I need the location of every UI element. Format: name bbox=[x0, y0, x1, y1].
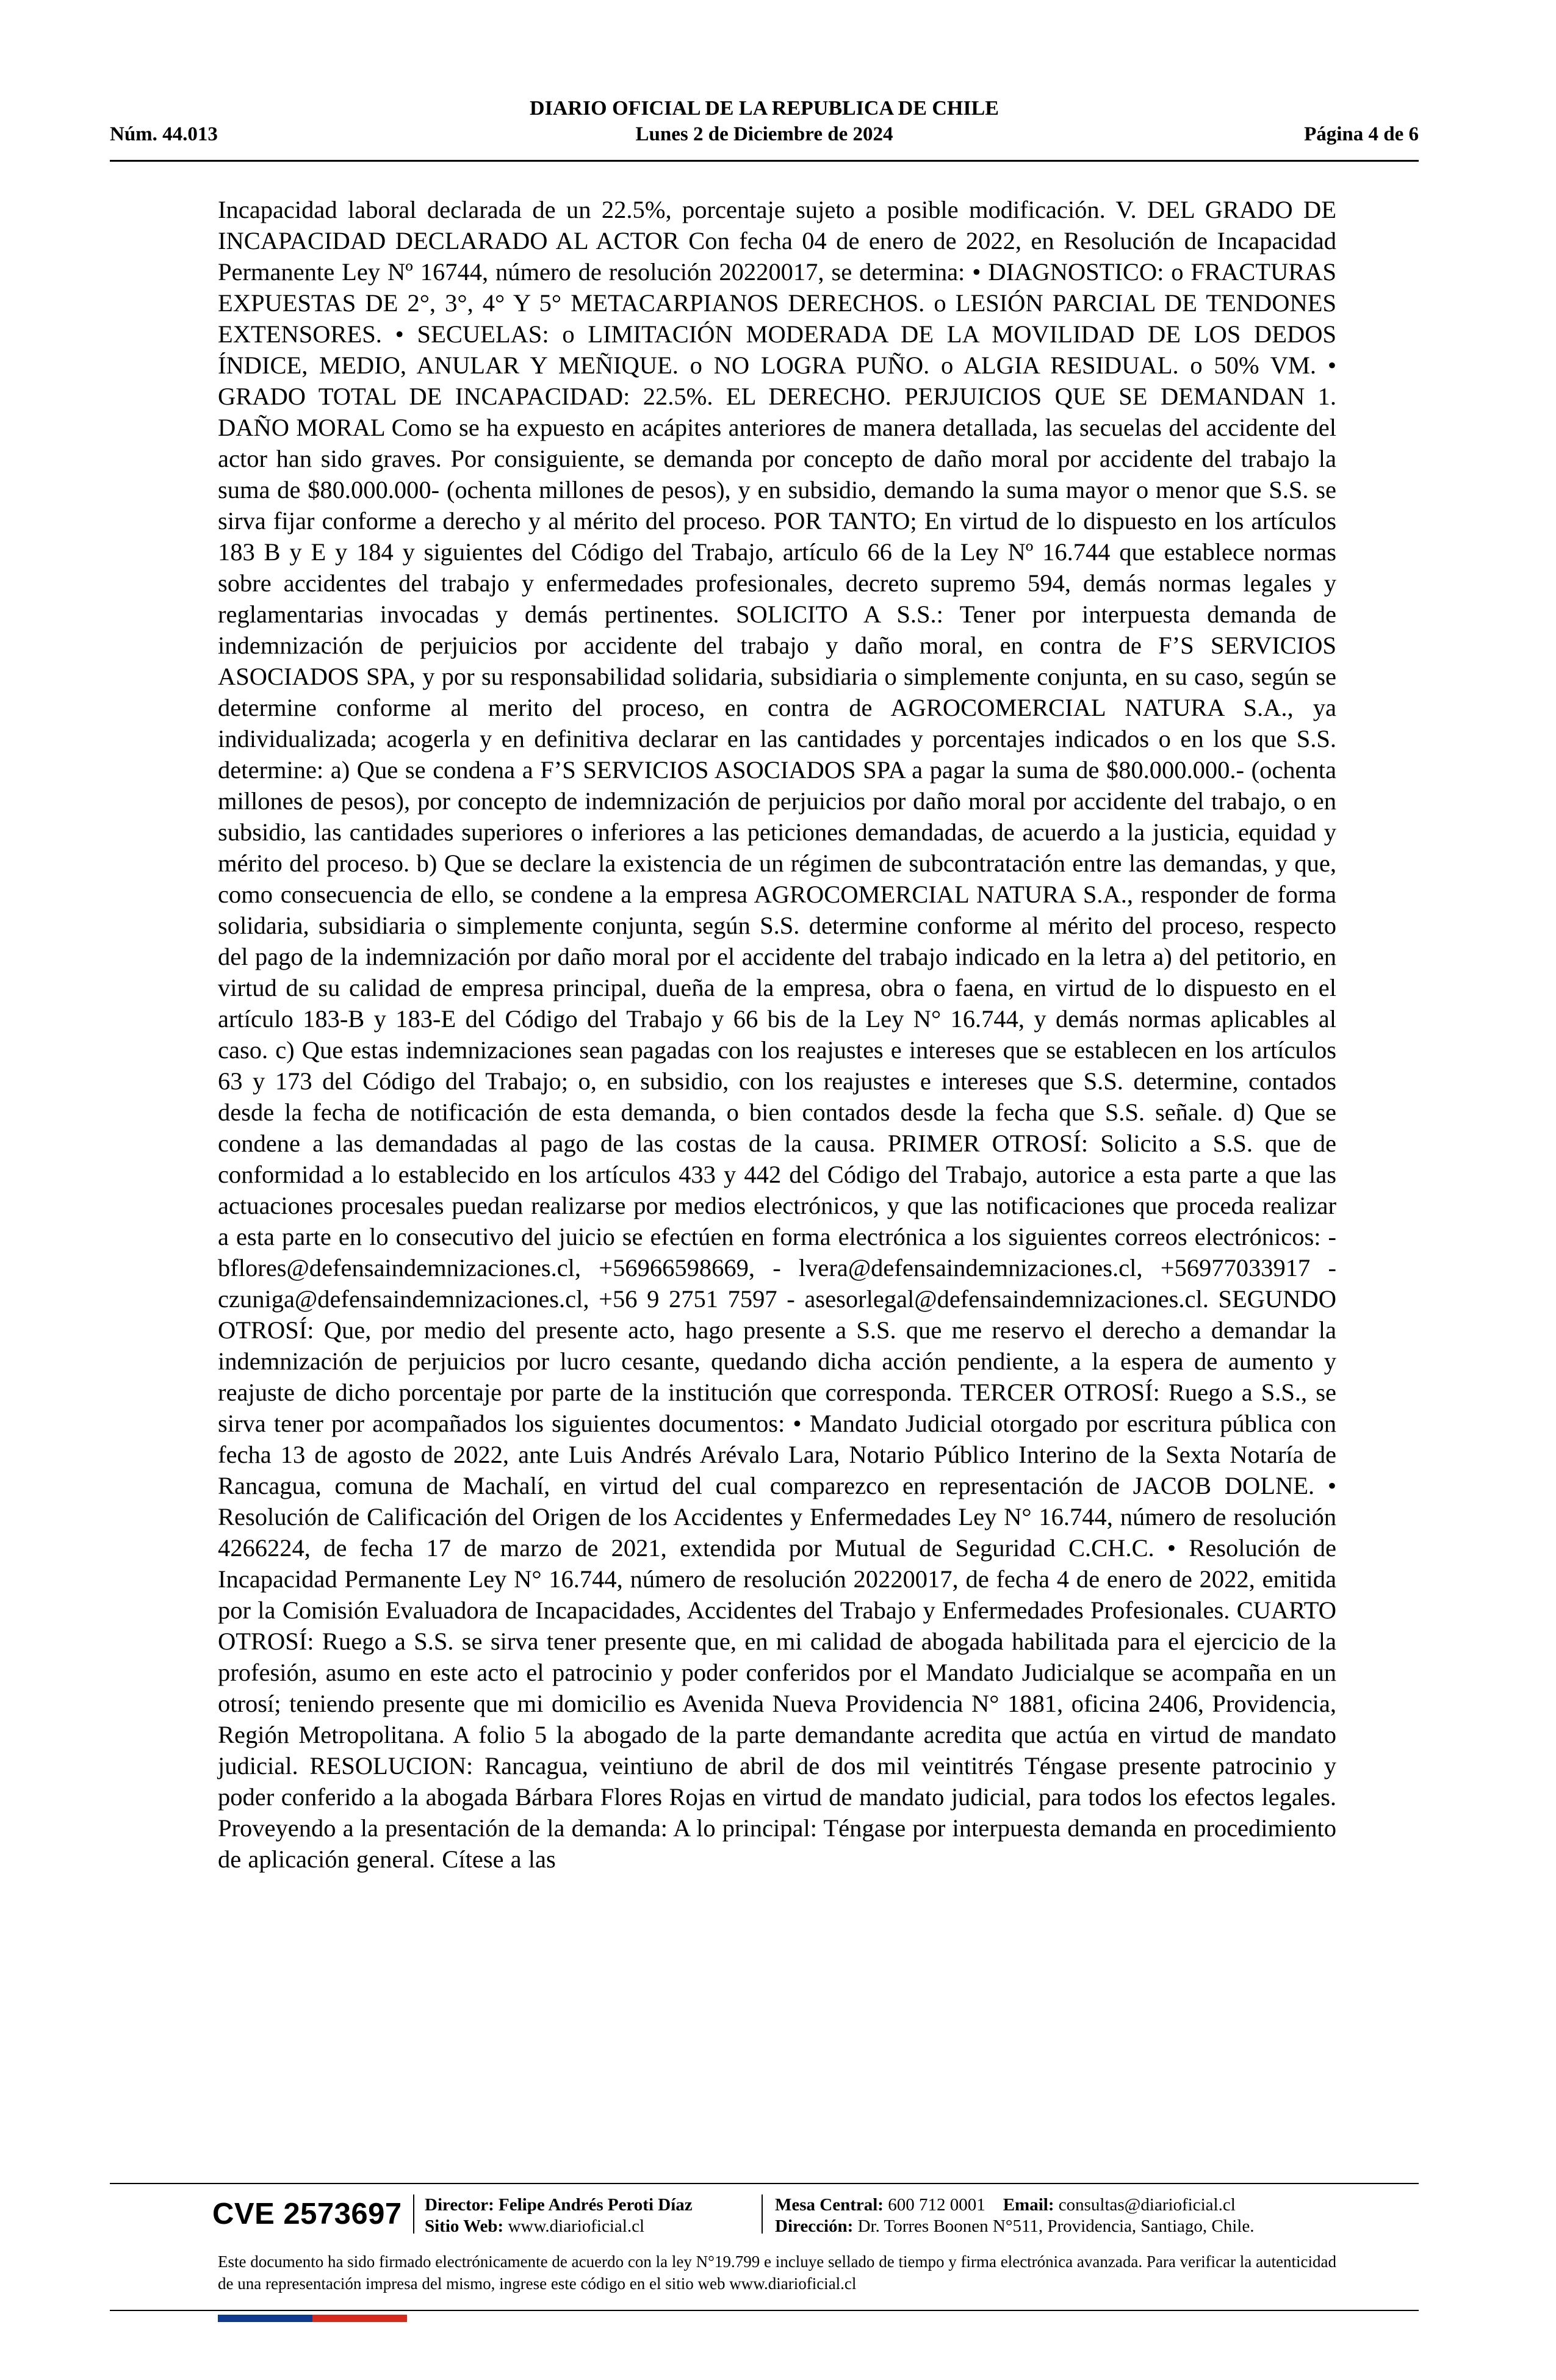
header-info-row bbox=[110, 122, 1419, 146]
director-name: Felipe Andrés Peroti Díaz bbox=[499, 2195, 693, 2215]
footer-info bbox=[110, 2191, 1419, 2243]
page-header bbox=[110, 96, 1419, 153]
flag-stripe bbox=[218, 2315, 407, 2322]
director-label: Director: bbox=[425, 2195, 494, 2215]
footer-separator bbox=[413, 2194, 414, 2234]
issue-number: Núm. 44.013 bbox=[110, 123, 218, 145]
email-label: Email: bbox=[1003, 2195, 1054, 2215]
page-indicator: Página 4 de 6 bbox=[1304, 123, 1419, 145]
flag-red-segment bbox=[312, 2315, 407, 2322]
footer-column-contact bbox=[775, 2194, 1254, 2237]
footer-separator bbox=[762, 2194, 763, 2234]
publication-title: DIARIO OFICIAL DE LA REPUBLICA DE CHILE bbox=[530, 97, 999, 120]
footer-column-director bbox=[425, 2194, 693, 2237]
phone-label: Mesa Central: bbox=[775, 2195, 884, 2215]
cve-code: CVE 2573697 bbox=[212, 2198, 402, 2230]
footer-divider-bottom bbox=[110, 2310, 1419, 2311]
website-label: Sitio Web: bbox=[425, 2216, 504, 2236]
address-value: Dr. Torres Boonen N°511, Providencia, Santiago, Chile. bbox=[857, 2216, 1255, 2236]
footer-divider-top bbox=[110, 2183, 1419, 2184]
website-link[interactable]: www.diarioficial.cl bbox=[508, 2216, 645, 2236]
phone-number: 600 712 0001 bbox=[888, 2195, 985, 2215]
email-link[interactable]: consultas@diarioficial.cl bbox=[1058, 2195, 1236, 2215]
document-body: Incapacidad laboral declarada de un 22.5%, porcentaje sujeto a posible modificación. V. DEL GRADO DE INCAPACIDAD DECLARADO AL ACTOR Con fecha 04 de enero de 2022, en Resolución de Incapacidad Permanente Ley Nº 16744, número de resolución 20220017, se determina: • DIAGNOSTICO: o FRACTURAS EXPUESTAS DE 2°, 3°, 4° Y 5° METACARPIANOS DERECHOS. o LESIÓN PARCIAL DE TENDONES EXTENSORES. • SECUELAS: o LIMITACIÓN MODERADA DE LA MOVILIDAD DE LOS DEDOS ÍNDICE, MEDIO, ANULAR Y MEÑIQUE. o NO LOGRA PUÑO. o ALGIA RESIDUAL. o 50% VM. • GRADO TOTAL DE INCAPACIDAD: 22.5%. EL DERECHO. PERJUICIOS QUE SE DEMANDAN 1. DAÑO MORAL Como se ha expuesto en acápites anteriores de manera detallada, las secuelas del accidente del actor han sido graves. Por consiguiente, se demanda por concepto de daño moral por accidente del trabajo la suma de $80.000.000- (ochenta millones de pesos), y en subsidio, demando la suma mayor o menor que S.S. se sirva fijar conforme a derecho y al mérito del proceso. POR TANTO; En virtud de lo dispuesto en los artículos 183 B y E y 184 y siguientes del Código del Trabajo, artículo 66 de la Ley Nº 16.744 que establece normas sobre accidentes del trabajo y enfermedades profesionales, decreto supremo 594, demás normas legales y reglamentarias invocadas y demás pertinentes. SOLICITO A S.S.: Tener por interpuesta demanda de indemnización de perjuicios por accidente del trabajo y daño moral, en contra de F’S SERVICIOS ASOCIADOS SPA, y por su responsabilidad solidaria, subsidiaria o simplemente conjunta, en su caso, según se determine conforme al merito del proceso, en contra de AGROCOMERCIAL NATURA S.A., ya individualizada; acogerla y en definitiva declarar en las cantidades y porcentajes indicados o en los que S.S. determine: a) Que se condena a F’S SERVICIOS ASOCIADOS SPA a pagar la suma de $80.000.000.- (ochenta millones de pesos), por concepto de indemnización de perjuicios por daño moral por accidente del trabajo, o en subsidio, las cantidades superiores o inferiores a las peticiones demandadas, de acuerdo a la justicia, equidad y mérito del proceso. b) Que se declare la existencia de un régimen de subcontratación entre las demandas, y que, como consecuencia de ello, se condene a la empresa AGROCOMERCIAL NATURA S.A., responder de forma solidaria, subsidiaria o simplemente conjunta, según S.S. determine conforme al mérito del proceso, respecto del pago de la indemnización por daño moral por el accidente del trabajo indicado en la letra a) del petitorio, en virtud de su calidad de empresa principal, dueña de la empresa, obra o faena, en virtud de lo dispuesto en el artículo 183-B y 183-E del Código del Trabajo y 66 bis de la Ley N° 16.744, y demás normas aplicables al caso. c) Que estas indemnizaciones sean pagadas con los reajustes e intereses que se establecen en los artículos 63 y 173 del Código del Trabajo; o, en subsidio, con los reajustes e intereses que S.S. determine, contados desde la fecha de notificación de esta demanda, o bien contados desde la fecha que S.S. señale. d) Que se condene a las demandadas al pago de las costas de la causa. PRIMER OTROSÍ: Solicito a S.S. que de conformidad a lo establecido en los artículos 433 y 442 del Código del Trabajo, autorice a esta parte a que las actuaciones procesales puedan realizarse por medios electrónicos, y que las notificaciones que proceda realizar a esta parte en lo consecutivo del juicio se efectúen en forma electrónica a los siguientes correos electrónicos: - bflores@defensaindemnizaciones.cl, +56966598669, - lvera@defensaindemnizaciones.cl, +56977033917 - czuniga@defensaindemnizaciones.cl, +56 9 2751 7597 - asesorlegal@defensaindemnizaciones.cl. SEGUNDO OTROSÍ: Que, por medio del presente acto, hago presente a S.S. que me reservo el derecho a demandar la indemnización de perjuicios por lucro cesante, quedando dicha acción pendiente, a la espera de aumento y reajuste de dicho porcentaje por parte de la institución que corresponda. TERCER OTROSÍ: Ruego a S.S., se sirva tener por acompañados los siguientes documentos: • Mandato Judicial otorgado por escritura pública con fecha 13 de agosto de 2022, ante Luis Andrés Arévalo Lara, Notario Público Interino de la Sexta Notaría de Rancagua, comuna de Machalí, en virtud del cual comparezco en representación de JACOB DOLNE. • Resolución de Calificación del Origen de los Accidentes y Enfermedades Ley N° 16.744, número de resolución 4266224, de fecha 17 de marzo de 2021, extendida por Mutual de Seguridad C.CH.C. • Resolución de Incapacidad Permanente Ley N° 16.744, número de resolución 20220017, de fecha 4 de enero de 2022, emitida por la Comisión Evaluadora de Incapacidades, Accidentes del Trabajo y Enfermedades Profesionales. CUARTO OTROSÍ: Ruego a S.S. se sirva tener presente que, en mi calidad de abogada habilitada para el ejercicio de la profesión, asumo en este acto el patrocinio y poder conferidos por el Mandato Judicialque se acompaña en un otrosí; teniendo presente que mi domicilio es Avenida Nueva Providencia N° 1881, oficina 2406, Providencia, Región Metropolitana. A folio 5 la abogado de la parte demandante acredita que actúa en virtud de mandato judicial. RESOLUCION: Rancagua, veintiuno de abril de dos mil veintitrés Téngase presente patrocinio y poder conferido a la abogada Bárbara Flores Rojas en virtud de mandato judicial, para todos los efectos legales. Proveyendo a la presentación de la demanda: A lo principal: Téngase por interpuesta demanda en procedimiento de aplicación general. Cítese a las bbox=[218, 196, 1336, 1873]
issue-date: Lunes 2 de Diciembre de 2024 bbox=[635, 123, 893, 145]
address-label: Dirección: bbox=[775, 2216, 854, 2236]
flag-blue-segment bbox=[218, 2315, 312, 2322]
header-divider bbox=[110, 160, 1419, 162]
signature-notice: Este documento ha sido firmado electrónicamente de acuerdo con la ley N°19.799 e incluye sellado de tiempo y firma electrónica avanzada. Para verificar la autenticidad de una representación impresa del mismo, ingrese este código en el sitio web www.diarioficial.cl bbox=[218, 2252, 1336, 2293]
